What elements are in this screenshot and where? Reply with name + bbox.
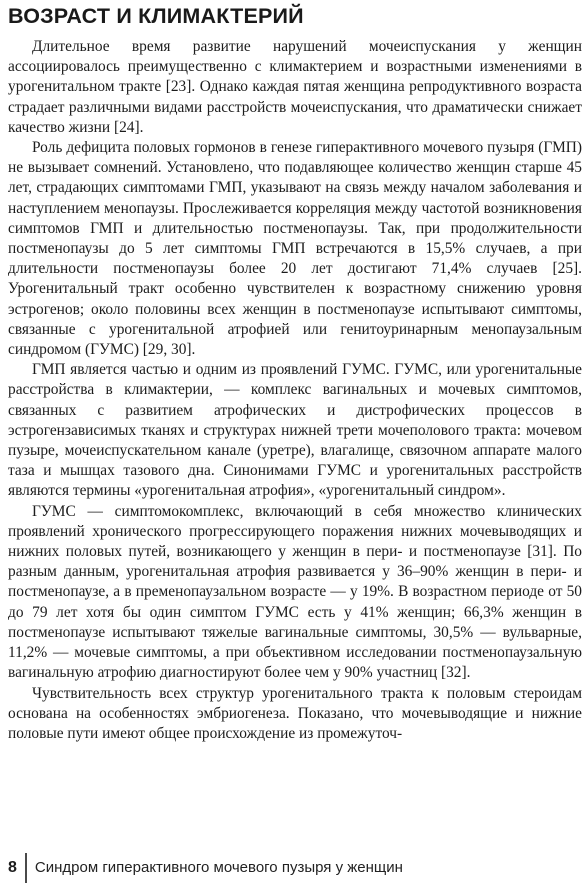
- paragraph: Длительное время развитие нарушений мочеиспускания у женщин ассоциировалось преимущественно с климактерием и возрастными изменениями в урогенитальном тракте [23]. Однако каждая пятая женщина репродуктивного возраста страдает различными видами расстройств мочеиспускания, что драматически снижает качество жизни [24].: [8, 38, 582, 136]
- page-footer: [8, 855, 582, 881]
- page-number: 8: [8, 859, 17, 876]
- running-title: Синдром гиперактивного мочевого пузыря у женщин: [34, 859, 403, 876]
- footer-divider: [25, 853, 27, 883]
- section-heading: ВОЗРАСТ И КЛИМАКТЕРИЙ: [8, 4, 304, 28]
- paragraph: Чувствительность всех структур урогенитального тракта к половым стероидам основана на особенностях эмбриогенеза. Показано, что мочевыводящие и нижние половые пути имеют общее происхождение из промежуточ-: [8, 684, 582, 742]
- paragraph: Роль дефицита половых гормонов в генезе гиперактивного мочевого пузыря (ГМП) не вызывает сомнений. Установлено, что подавляющее количество женщин старше 45 лет, страдающих симптомами ГМП, указывают на связь между началом заболевания и наступлением менопаузы. Прослеживается корреляция между частотой возникновения симптомов ГМП и длительностью постменопаузы. Так, при продолжительности постменопаузы до 5 лет симптомы ГМП встречаются в 15,5% случаев, а при длительности постменопаузы более 20 лет достигают 71,4% случаев [25]. Урогенитальный тракт особенно чувствителен к возрастному снижению уровня эстрогенов; около половины всех женщин в постменопаузе испытывают симптомы, связанные с урогенитальной атрофией или генитоуринарным менопаузальным синдромом (ГУМС) [29, 30].: [8, 139, 582, 359]
- body-text: [8, 37, 582, 744]
- paragraph: ГМП является частью и одним из проявлений ГУМС. ГУМС, или урогенитальные расстройства в климактерии, — комплекс вагинальных и мочевых симптомов, связанных с развитием атрофических и дистрофических процессов в эстрогензависимых тканях и структурах нижней трети мочеполового тракта: мочевом пузыре, мочеиспускательном канале (уретре), влагалище, связочном аппарате малого таза и мышцах тазового дна. Синонимами ГУМС и урогенитальных расстройств являются термины «урогенитальная атрофия», «урогенитальный синдром».: [8, 361, 582, 500]
- paragraph: ГУМС — симптомокомплекс, включающий в себя множество клинических проявлений хронического прогрессирующего поражения нижних мочевыводящих и нижних половых путей, возникающего у женщин в пери- и постменопаузе [31]. По разным данным, урогенитальная атрофия развивается у 36–90% женщин в пери- и постменопаузе, а в пременопаузальном возрасте — у 19%. В возрастном периоде от 50 до 79 лет хотя бы один симптом ГУМС есть у 41% женщин; 66,3% женщин в постменопаузе испытывают тяжелые вагинальные симптомы, 30,5% — вульварные, 11,2% — мочевые симптомы, а при объективном исследовании постменопаузальную вагинальную атрофию диагностируют более чем у 90% участниц [32].: [8, 502, 582, 682]
